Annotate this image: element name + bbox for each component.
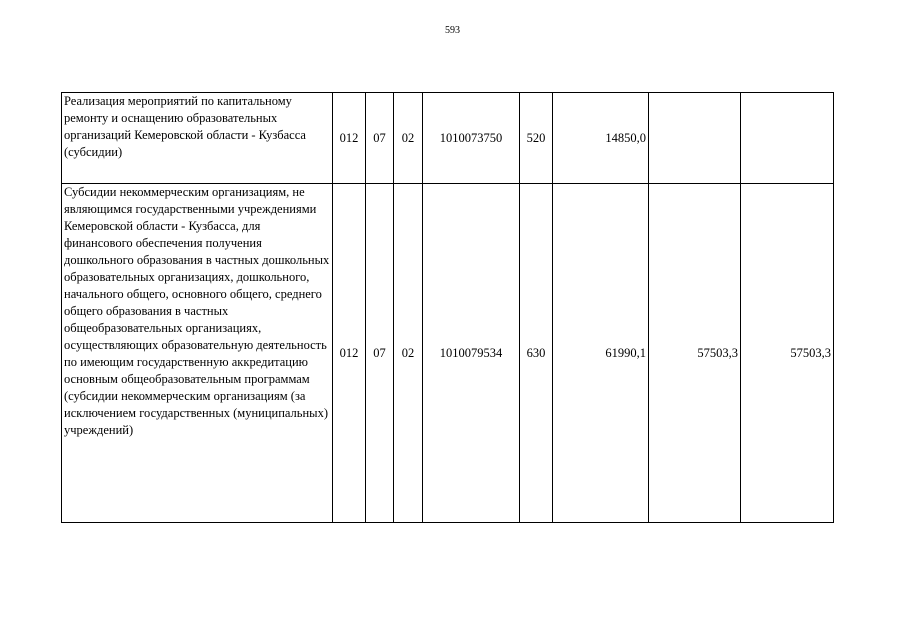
target-article-code: 1010073750 <box>423 93 520 184</box>
amount-year-1: 14850,0 <box>553 93 649 184</box>
ministry-code: 012 <box>333 184 366 523</box>
budget-table <box>61 92 834 523</box>
section-code: 07 <box>366 93 394 184</box>
amount-year-3: 57503,3 <box>741 184 834 523</box>
amount-year-2 <box>649 93 741 184</box>
ministry-code: 012 <box>333 93 366 184</box>
row-description: Реализация мероприятий по капитальному ремонту и оснащению образовательных организаций Кемеровской области - Кузбасса (субсидии) <box>62 93 333 184</box>
subsection-code: 02 <box>394 184 423 523</box>
amount-year-3 <box>741 93 834 184</box>
expense-type-code: 630 <box>520 184 553 523</box>
amount-year-2: 57503,3 <box>649 184 741 523</box>
page-number: 593 <box>445 25 460 36</box>
amount-year-1: 61990,1 <box>553 184 649 523</box>
subsection-code: 02 <box>394 93 423 184</box>
expense-type-code: 520 <box>520 93 553 184</box>
section-code: 07 <box>366 184 394 523</box>
table-row <box>62 93 834 184</box>
table-row <box>62 184 834 523</box>
row-description: Субсидии некоммерческим организациям, не являющимся государственными учреждениями Кемеровской области - Кузбасса, для финансового обеспечения получения дошкольного образования в частных дошкольных образовательных организациях, дошкольного, начального общего, основного общего, среднего общего образования в частных общеобразовательных организациях, осуществляющих образовательную деятельность по имеющим государственную аккредитацию основным общеобразовательным программам (субсидии некоммерческим организациям (за исключением государственных (муниципальных) учреждений) <box>62 184 333 523</box>
target-article-code: 1010079534 <box>423 184 520 523</box>
